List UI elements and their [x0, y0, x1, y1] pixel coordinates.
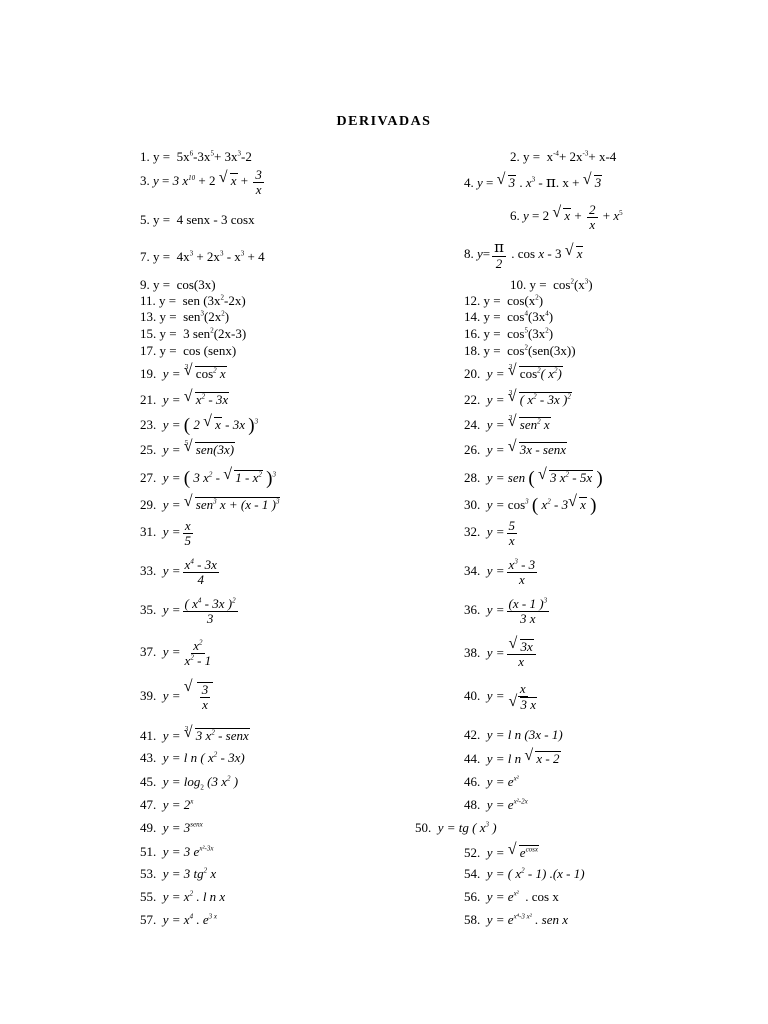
exercise-34: 34. y = $\frac{x^3 - 3}{x}$ — [464, 557, 536, 587]
exercise-32: 32. y = $\frac{5}{x}$ — [464, 518, 516, 548]
exercise-5: 5. y = 4 senx - 3 cosx — [140, 212, 255, 227]
exercise-19: 19. y = √ 3 $\cos^2 x$ — [140, 366, 227, 381]
exercise-29: 29. y = √ sen$^3$ x + (x - 1 )$^3$ — [140, 497, 280, 512]
exercise-26: 26. y = √ 3x - senx — [464, 442, 567, 457]
exercise-1: 1. $y = 5x^6-3x^5+ 3x^3-2$ — [140, 149, 252, 164]
exercise-36: 36. y = $\frac{(x - 1 )^3}{3 x}$ — [464, 596, 548, 626]
exercise-45: 45. $y = \log_2 (3$ $x^2$ ) — [140, 774, 239, 792]
exercise-6: 6. y = 2 √ x + $\frac{2}{x}$ + $x^5$ — [510, 203, 623, 231]
exercise-41: 41. y = √ 3 3 $x^2$ - senx — [140, 728, 250, 743]
exercise-4: 4. y = √ 3 . $x^3$ - π. x + √ 3 — [464, 175, 602, 190]
exercise-52: 52. y = √ $e^{cosx}$ — [464, 845, 539, 860]
exercise-57: 57. $y = x^4$ . $e^{3 x}$ — [140, 912, 217, 927]
exercise-42: 42. y = l n (3x - 1) — [464, 727, 563, 742]
exercise-8: 8. y= $\frac{\pi}{2}$ . cos x - 3 √ x — [464, 240, 583, 270]
exercise-47: 47. $y = 2^x$ — [140, 797, 194, 812]
exercise-23: 23. y = ( 2 √ x - 3x )$^3$ — [140, 417, 258, 432]
exercise-46: 46. $y = e^{x^2}$ — [464, 774, 519, 789]
exercise-10: 10. $y = \cos^2(x^3)$ — [510, 277, 593, 292]
exercise-35: 35. y = $\frac{( x^4 - 3x )^2}{3}$ — [140, 596, 236, 626]
exercise-18: 18. $y = \cos^2(sen(3x))$ — [464, 343, 576, 358]
exercise-15: 15. y = 3 sen$^2$(2x-3) — [140, 326, 247, 341]
exercise-43: 43. y = l n ( $x^2 - 3x$) — [140, 750, 245, 765]
exercise-49: 49. $y = 3^{senx}$ — [140, 820, 203, 835]
exercise-33: 33. y = $\frac{x^4 - 3x}{4}$ — [140, 557, 217, 587]
exercise-44: 44. y = l n √ x - 2 — [464, 751, 561, 766]
exercise-11: 11. y = sen $(3x^2-2x)$ — [140, 293, 246, 308]
exercise-50: 50. y = tg ( $x^3$ ) — [415, 820, 497, 835]
exercise-17: 17. y = cos (senx) — [140, 343, 237, 358]
exercise-55: 55. $y = x^2$ . l n x — [140, 889, 226, 904]
exercise-28: 28. y = sen ( √ 3 $x^2 - 5x$ ) — [464, 470, 603, 485]
exercise-38: 38. y = √ $\frac{3x}{x}$ — [464, 639, 538, 669]
exercise-14: 14. $y = \cos^4(3x^4)$ — [464, 309, 554, 324]
exercise-2: 2. $y = x^{-4}+ 2x^{-3}+ x-4$ — [510, 149, 617, 164]
exercise-13: 13. $y = sen^3(2x^2)$ — [140, 309, 230, 324]
exercise-56: 56. $y = e^{x^2}$ . cos x — [464, 889, 559, 904]
exercise-37: 37. y = $\frac{x^2}{x^2 - 1}$ — [140, 638, 212, 668]
exercise-3: 3. y = 3 $x^{10} + 2$ √ x + $\frac{3}{x}$ — [140, 168, 266, 196]
exercise-31: 31. y = $\frac{x}{5}$ — [140, 518, 192, 548]
exercise-16: 16. $y = \cos^5(3x^2)$ — [464, 326, 554, 341]
exercise-54: 54. y = ( $x^2 - 1$) .(x - 1) — [464, 866, 585, 881]
exercise-53: 53. y = 3 $tg^2$ x — [140, 866, 217, 881]
exercise-21: 21. y = √ $x^2 - 3x$ — [140, 392, 229, 407]
exercise-20: 20. y = √ 3 $\cos^2$( $x^2$) — [464, 366, 563, 381]
exercise-24: 24. y = √ 3 sen$^2$ x — [464, 417, 551, 432]
page-title: DERIVADAS — [336, 114, 432, 129]
exercise-9: 9. y = cos(3x) — [140, 277, 216, 292]
exercise-22: 22. y = √ 3 ( $x^2 - 3x$ )$^2$ — [464, 392, 572, 407]
exercise-27: 27. y = ( 3 $x^2$ - √ $1 - x^2$ )$^3$ — [140, 470, 276, 485]
exercise-39: 39. y = √ $\frac{3}{x}$ — [140, 682, 213, 711]
exercise-40: 40. y = x √ 3 x — [464, 682, 541, 712]
exercise-25: 25. y = √ 5 sen(3x) — [140, 442, 235, 457]
exercise-51: 51. y = 3 $e^{x^2-3x}$ — [140, 844, 214, 859]
exercise-30: 30. $y = \cos^3$ ( $x^2 - 3√$ x ) — [464, 497, 596, 512]
exercise-48: 48. $y = e^{x^2-2x}$ — [464, 797, 528, 812]
exercise-58: 58. $y = e^{x^4-3 x^2}$ . sen x — [464, 912, 568, 927]
exercise-7: 7. $y = 4x^3 + 2x^3 - x^3 + 4$ — [140, 249, 265, 264]
exercise-12: 12. $y = \cos(x^2)$ — [464, 293, 544, 308]
